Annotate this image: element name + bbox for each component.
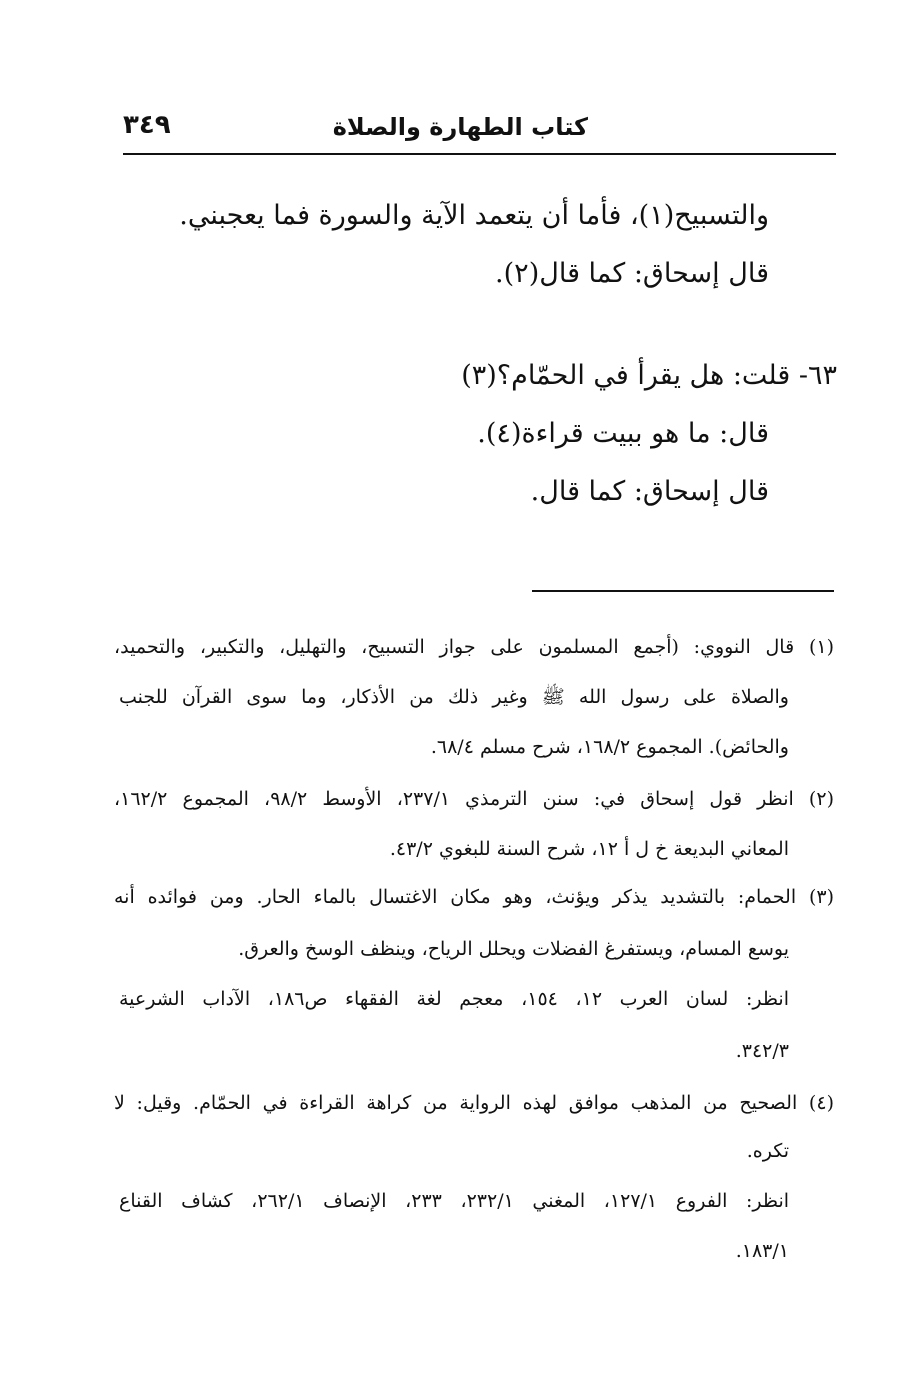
footnote-line: انظر: لسان العرب ١٢، ١٥٤، معجم لغة الفقهاء ص١٨٦، الآداب الشرعية (119, 988, 789, 1010)
footnote-line: المعاني البديعة خ ل أ ١٢، شرح السنة للبغوي ٤٣/٢. (389, 838, 789, 860)
footnote-separator (532, 590, 834, 592)
footnote-line: انظر: الفروع ١٢٧/١، المغني ٢٣٢/١، ٢٣٣، الإنصاف ٢٦٢/١، كشاف القناع (119, 1190, 790, 1212)
footnote-line: (٣) الحمام: بالتشديد يذكر ويؤنث، وهو مكان الاغتسال بالماء الحار. ومن فوائده أنه (114, 886, 834, 908)
footnote-line: والصلاة على رسول الله ﷺ وغير ذلك من الأذكار، وما سوى القرآن للجنب (119, 686, 789, 708)
ishaq-line: قال إسحاق: كما قال. (530, 476, 769, 507)
body-line: والتسبيح(١)، فأما أن يتعمد الآية والسورة فما يعجبني. (179, 200, 769, 231)
header-rule (123, 153, 836, 155)
page-number: ٣٤٩ (123, 110, 171, 140)
footnote-line: يوسع المسام، ويستفرغ الفضلات ويحلل الرياح، وينظف الوسخ والعرق. (238, 938, 789, 960)
footnote-line: والحائض). المجموع ١٦٨/٢، شرح مسلم ٦٨/٤. (430, 736, 789, 758)
footnote-line: تكره. (746, 1140, 789, 1162)
footnote-line: ٣٤٢/٣. (735, 1040, 789, 1062)
footnote-line: ١٨٣/١. (735, 1240, 789, 1262)
running-header (123, 108, 836, 152)
body-line: قال إسحاق: كما قال(٢). (495, 258, 769, 289)
answer-line: قال: ما هو ببيت قراءة(٤). (477, 418, 769, 449)
running-title: كتاب الطهارة والصلاة (332, 113, 588, 141)
question-line: ٦٣- قلت: هل يقرأ في الحمّام؟(٣) (461, 360, 837, 391)
footnote-line: (٤) الصحيح من المذهب موافق لهذه الرواية من كراهة القراءة في الحمّام. وقيل: لا (114, 1092, 834, 1114)
footnote-line: (٢) انظر قول إسحاق في: سنن الترمذي ٢٣٧/١، الأوسط ٩٨/٢، المجموع ١٦٢/٢، (114, 788, 834, 810)
footnote-line: (١) قال النووي: (أجمع المسلمون على جواز التسبيح، والتهليل، والتكبير، والتحميد، (114, 636, 834, 658)
